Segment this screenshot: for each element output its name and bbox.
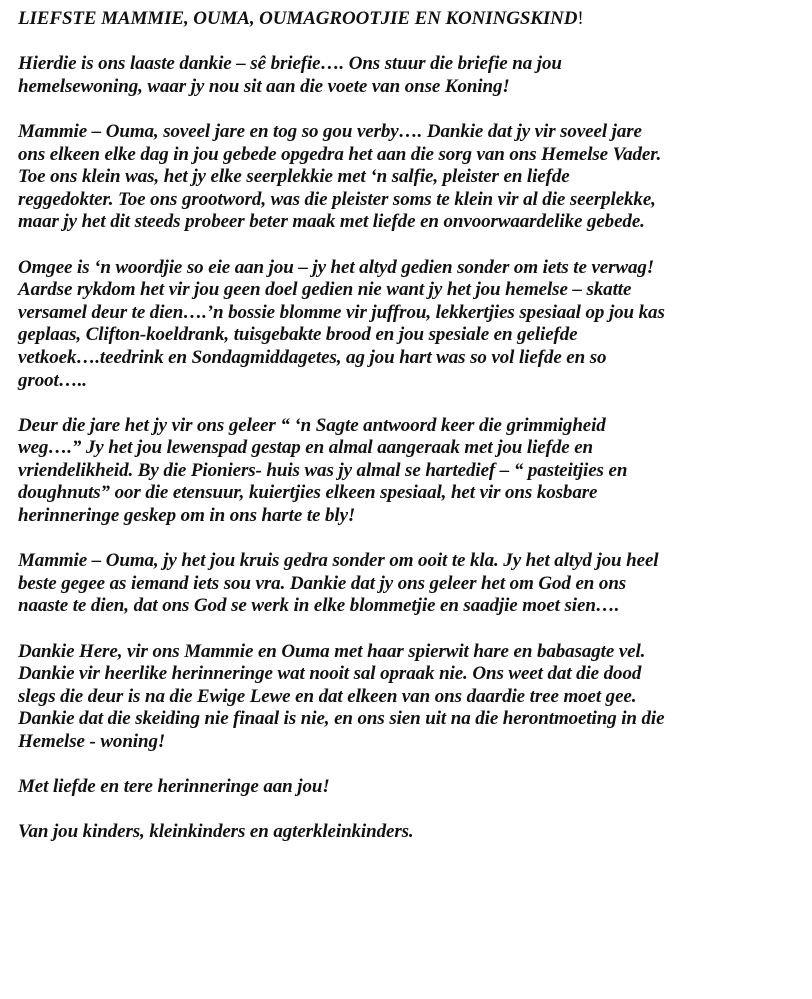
paragraph-cross: Mammie – Ouma, jy het jou kruis gedra sonder om ooit te kla. Jy het altyd jou heel beste gegee as iemand iets sou vra. Dankie dat jy ons geleer het om God en ons naaste te dien, dat ons God se werk in elke blommetjie en saadjie moet sien…. xyxy=(18,550,659,617)
paragraph-intro: Hierdie is ons laaste dankie – sê briefie…. Ons stuur die briefie na jou hemelsewoning, waar jy nou sit aan die voete van onse Koning! xyxy=(18,53,562,97)
paragraph-prayers: Mammie – Ouma, soveel jare en tog so gou verby…. Dankie dat jy vir soveel jare ons elkeen elke dag in jou gebede opgedra het aan die sorg van ons Hemelse Vader. Toe ons klein was, het jy elke seerplekkie met ‘n salfie, pleister en liefde reggedokter. Toe ons grootword, was die pleister soms te klein vir al die seerplekke, maar jy het dit steeds probeer beter maak met liefde en onvoorwaardelike gebede. xyxy=(18,120,662,233)
letter-title-exclamation: ! xyxy=(577,8,584,29)
paragraph-closing: Met liefde en tere herinneringe aan jou! xyxy=(18,776,330,798)
paragraph-thanks: Dankie Here, vir ons Mammie en Ouma met haar spierwit hare en babasagte vel. Dankie vir heerlike herinneringe wat nooit sal opraak nie. Ons weet dat die dood slegs die deur is na die Ewige Lewe en dat elkeen van ons daardie tree moet gee. Dankie dat die skeiding nie finaal is nie, en ons sien uit na die herontmoeting in die Hemelse - woning! xyxy=(18,640,665,752)
letter xyxy=(18,8,808,867)
paragraph-signature: Van jou kinders, kleinkinders en agterkleinkinders. xyxy=(18,821,414,843)
letter-title xyxy=(18,8,808,31)
letter-title-text: LIEFSTE MAMMIE, OUMA, OUMAGROOTJIE EN KONINGSKIND xyxy=(18,8,578,29)
paragraph-caring: Omgee is ‘n woordjie so eie aan jou – jy het altyd gedien sonder om iets te verwag! Aardse rykdom het vir jou geen doel gedien nie want jy het jou hemelse – skatte versamel deur te dien….’n bossie blomme vir juffrou, lekkertjies spesiaal op jou kas geplaas, Clifton-koeldrank, tuisgebakte brood en jou spesiale en geliefde vetkoek….teedrink en Sondagmiddagetes, ag jou hart was so vol liefde en so groot….. xyxy=(18,256,665,391)
paragraph-lessons: Deur die jare het jy vir ons geleer “ ‘n Sagte antwoord keer die grimmigheid weg….” Jy het jou lewenspad gestap en almal aangeraak met jou liefde en vriendelikheid. By die Pioniers- huis was jy almal se hartedief – “ pasteitjies en doughnuts” oor die etensuur, kuiertjies elkeen spesiaal, het vir ons kosbare herinneringe geskep om in ons harte te bly! xyxy=(18,414,628,527)
